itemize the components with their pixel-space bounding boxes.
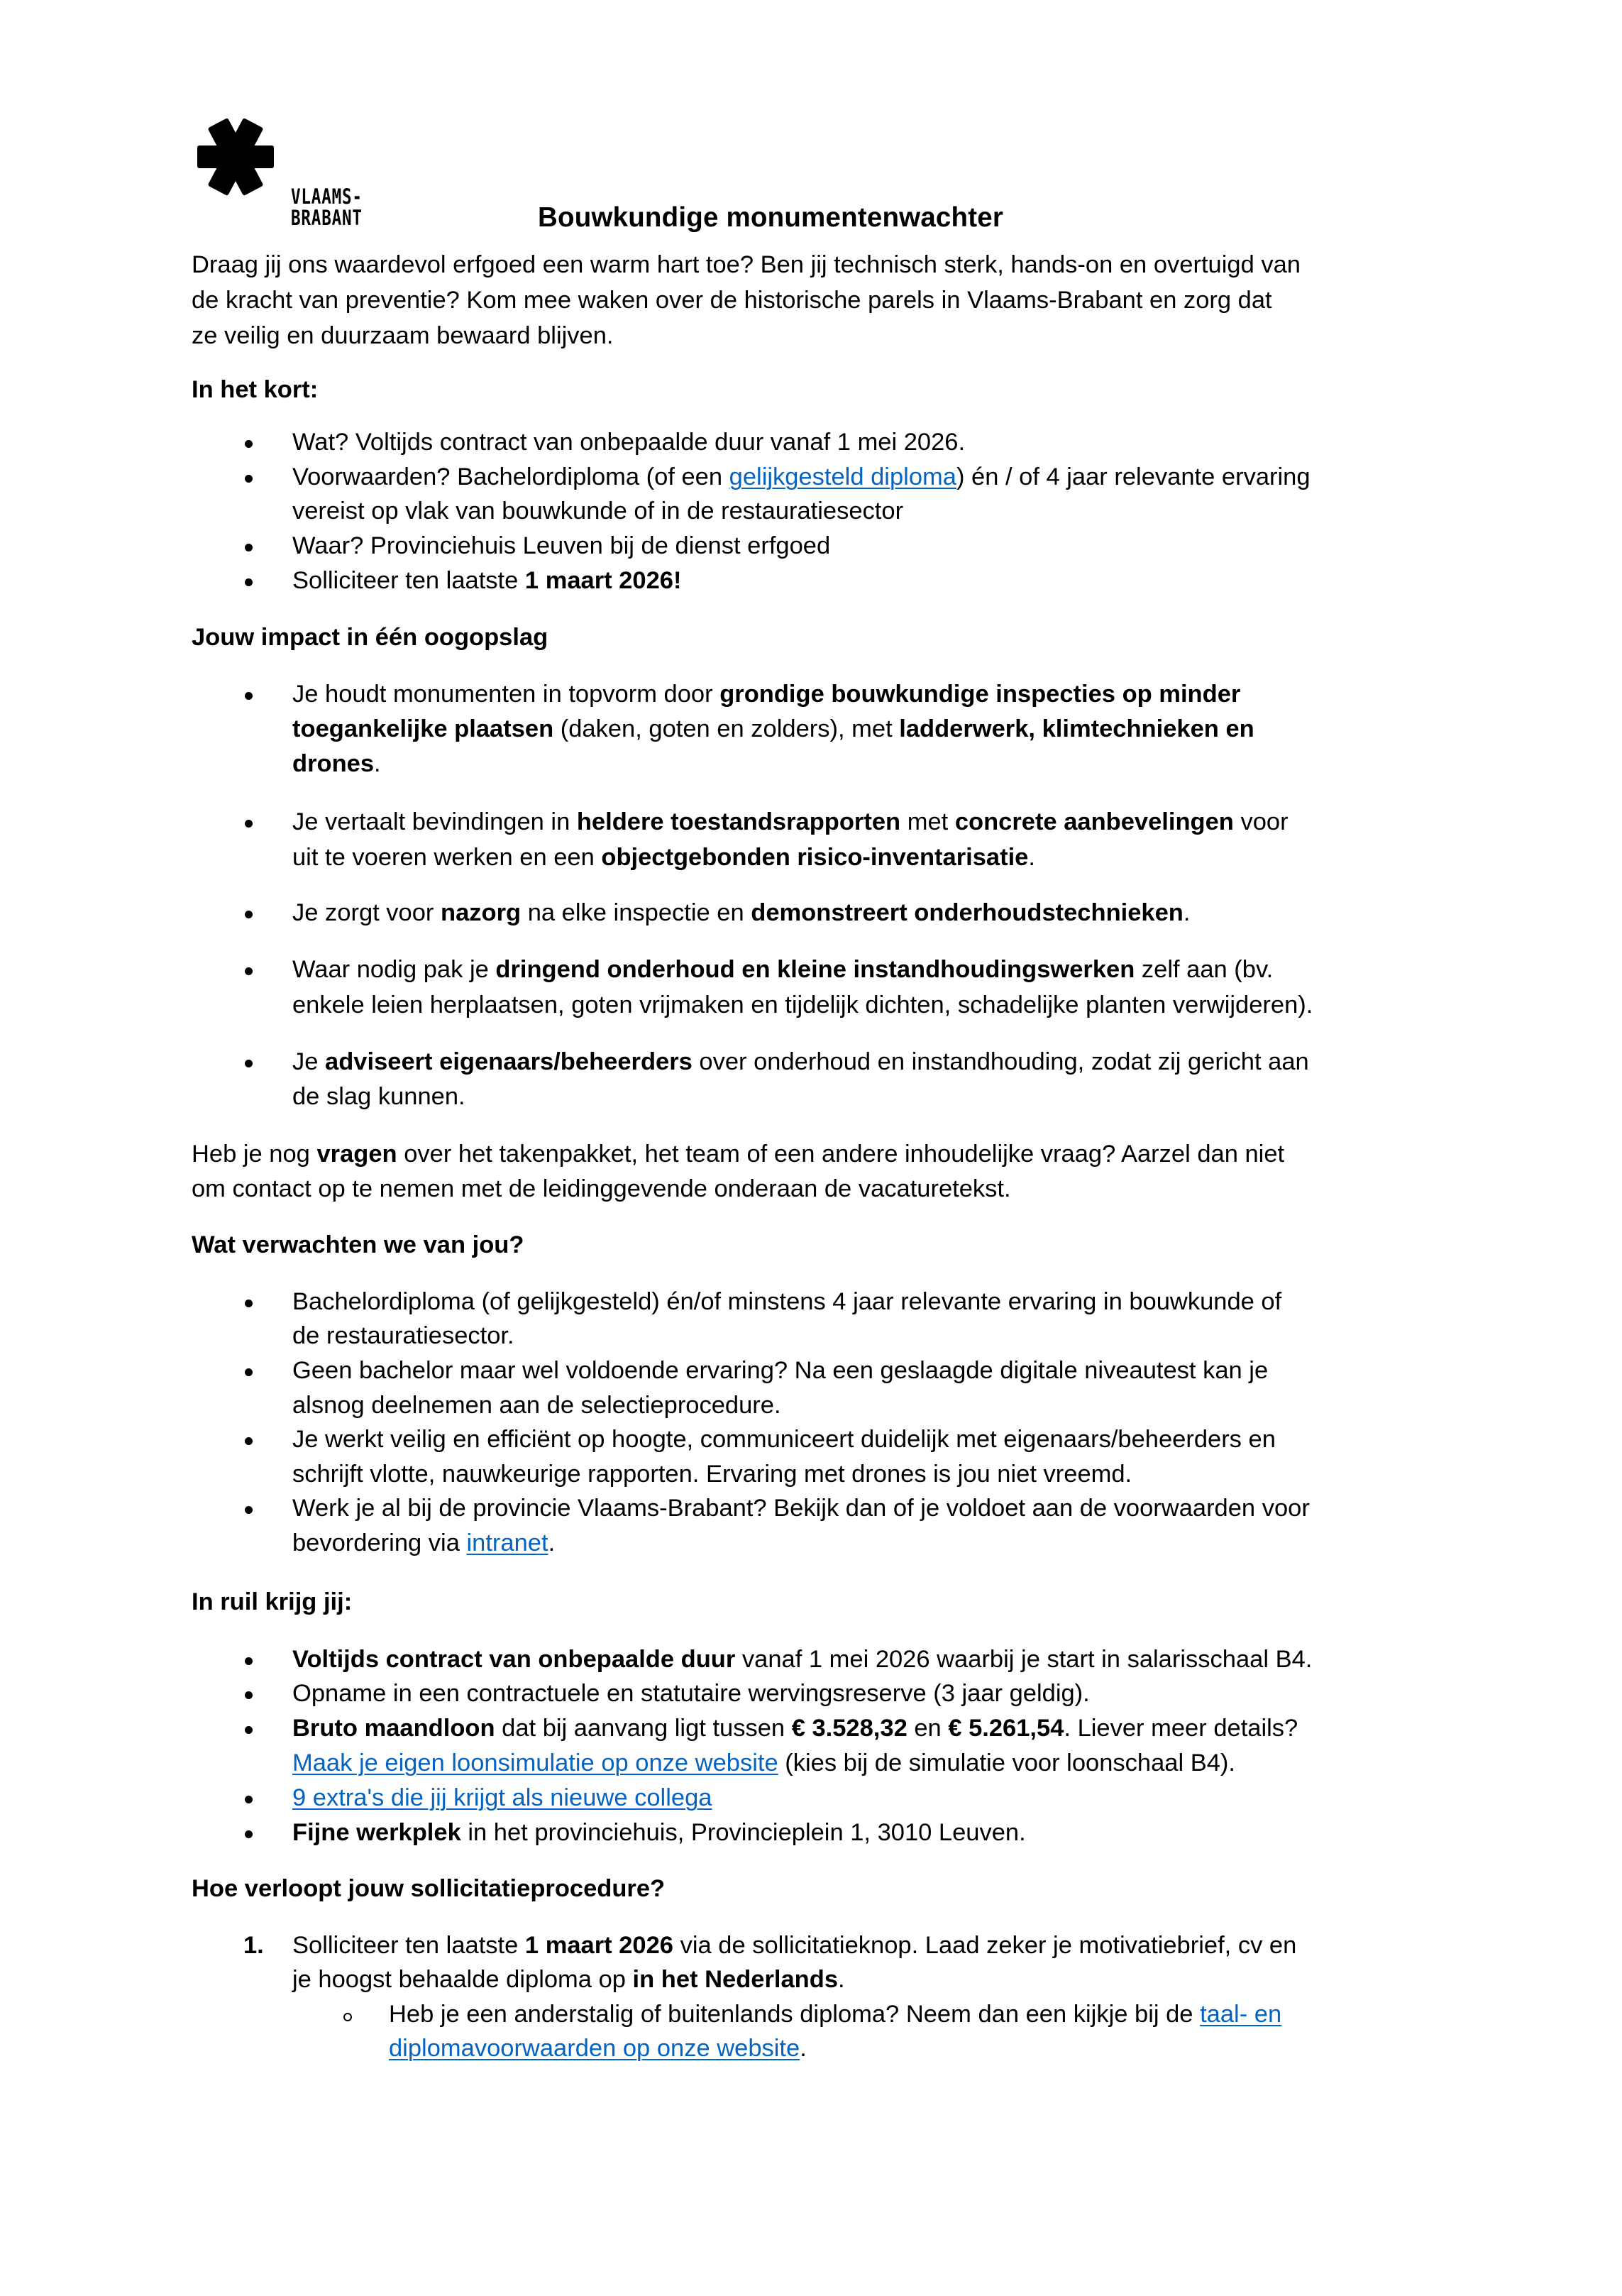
list-item-line: [292, 1820, 1026, 1845]
text-run: schrijft vlotte, nauwkeurige rapporten. Ervaring met drones is jou niet vreemd.: [292, 1461, 1132, 1488]
list-item-line: [292, 534, 830, 559]
bullet-icon: [245, 1506, 253, 1514]
text-run: ze veilig en duurzaam bewaard blijven.: [192, 322, 614, 349]
sub-item-line: [389, 2002, 1281, 2027]
bold-text: demonstreert onderhoudstechnieken: [751, 899, 1184, 926]
bullet-icon: [245, 1060, 253, 1067]
bold-text: 1 maart 2026: [524, 567, 673, 594]
bullet-icon: [245, 967, 253, 975]
hyperlink[interactable]: gelijkgesteld diploma: [729, 463, 956, 490]
bullet-icon: [245, 1368, 253, 1376]
bold-text: Fijne werkplek: [292, 1819, 461, 1846]
hyperlink[interactable]: diplomavoorwaarden op onze website: [389, 2035, 800, 2062]
hyperlink[interactable]: 9 extra's die jij krijgt als nieuwe collega: [292, 1784, 712, 1811]
text-run: de slag kunnen.: [292, 1083, 465, 1110]
bullet-icon: [245, 475, 253, 483]
section-heading-procedure: Hoe verloopt jouw sollicitatieprocedure?: [192, 1875, 666, 1902]
asterisk-logo-icon: [190, 114, 282, 206]
list-item-line: [292, 810, 1289, 835]
bold-text: € 5.261,54: [948, 1715, 1064, 1742]
text-run: Voorwaarden? Bachelordiploma (of een: [292, 463, 729, 490]
text-run: ) én / of 4 jaar relevante ervaring: [956, 463, 1311, 490]
logo-wordmark: [291, 186, 363, 229]
bold-text: toegankelijke plaatsen: [292, 715, 554, 742]
sub-item-line: [389, 2036, 807, 2061]
intro-line: [192, 253, 1301, 278]
bullet-icon: [245, 1726, 253, 1734]
bold-text: nazorg: [441, 899, 522, 926]
list-item-line: [292, 1358, 1268, 1383]
bold-text: drones: [292, 750, 375, 777]
bold-text: heldere toestandsrapporten: [576, 808, 901, 835]
list-item-line: [292, 682, 1240, 707]
text-run: voor: [1233, 808, 1289, 835]
list-item-line: [292, 1427, 1276, 1452]
text-run: de restauratiesector.: [292, 1322, 514, 1349]
intro-line: [192, 324, 614, 348]
list-item-line: [292, 1393, 781, 1418]
hyperlink[interactable]: intranet: [466, 1529, 548, 1556]
bullet-icon: [245, 544, 253, 551]
section-heading-kort: In het kort:: [192, 376, 319, 403]
text-run: over onderhoud en instandhouding, zodat zij gericht aan: [692, 1048, 1309, 1075]
text-run: Waar? Provinciehuis Leuven bij de dienst erfgoed: [292, 532, 831, 559]
bold-text: concrete aanbevelingen: [954, 808, 1234, 835]
text-run: over het takenpakket, het team of een andere inhoudelijke vraag? Aarzel dan niet: [397, 1141, 1285, 1168]
text-run: (daken, goten en zolders), met: [553, 715, 900, 742]
hollow-bullet-icon: [343, 2013, 352, 2021]
logo-line-2: BRABANT: [291, 206, 363, 230]
bold-text: objectgebonden risico-inventarisatie: [601, 844, 1029, 871]
bold-text: dringend onderhoud en kleine instandhoudingswerken: [495, 956, 1135, 983]
text-run: vanaf 1 mei 2026 waarbij je start in salarisschaal B4.: [735, 1646, 1313, 1673]
bold-text: € 3.528,32: [791, 1715, 907, 1742]
text-run: Geen bachelor maar wel voldoende ervaring? Na een geslaagde digitale niveautest kan je: [292, 1357, 1269, 1384]
text-run: Solliciteer ten laatste: [292, 1932, 525, 1959]
text-run: (kies bij de simulatie voor loonschaal B4).: [778, 1750, 1235, 1776]
text-run: dat bij aanvang ligt tussen: [495, 1715, 792, 1742]
bold-text: ladderwerk, klimtechnieken en: [899, 715, 1254, 742]
text-run: Werk je al bij de provincie Vlaams-Brabant? Bekijk dan of je voldoet aan de voorwaarden voor: [292, 1495, 1310, 1522]
text-run: Heb je nog: [192, 1141, 317, 1168]
bullet-icon: [245, 578, 253, 586]
list-item-line: [292, 1084, 465, 1109]
text-run: na elke inspectie en: [521, 899, 751, 926]
list-item-line: [292, 1050, 1309, 1075]
list-item-line: [292, 430, 965, 455]
text-run: Je werkt veilig en efficiënt op hoogte, communiceert duidelijk met eigenaars/beheerders en: [292, 1426, 1276, 1453]
questions-paragraph-line: [192, 1177, 1011, 1202]
list-item-line: [292, 1716, 1298, 1741]
text-run: uit te voeren werken en een: [292, 844, 602, 871]
numbered-item-line: [292, 1933, 1296, 1958]
list-item-line: [292, 1324, 514, 1349]
text-run: bevordering via: [292, 1529, 467, 1556]
text-run: Je houdt monumenten in topvorm door: [292, 681, 720, 708]
bold-text: Voltijds contract van onbepaalde duur: [292, 1646, 736, 1673]
numbered-item-line: [292, 1967, 845, 1992]
text-run: Heb je een anderstalig of buitenlands diploma? Neem dan een kijkje bij de: [389, 2001, 1201, 2028]
list-item-line: [292, 1531, 555, 1556]
list-item-line: [292, 957, 1273, 982]
bullet-icon: [245, 1657, 253, 1665]
text-run: Bachelordiploma (of gelijkgesteld) én/of minstens 4 jaar relevante ervaring in bouwkunde of: [292, 1288, 1282, 1315]
bold-text: grondige bouwkundige inspecties op minder: [719, 681, 1241, 708]
list-item-line: [292, 717, 1254, 742]
text-run: Solliciteer ten laatste: [292, 567, 525, 594]
text-run: je hoogst behaalde diploma op: [292, 1966, 633, 1993]
text-run: . Liever meer details?: [1064, 1715, 1298, 1742]
bold-text: Bruto maandloon: [292, 1715, 495, 1742]
list-item-line: [292, 568, 682, 593]
list-item-line: [292, 752, 381, 776]
text-run: .: [374, 750, 381, 777]
bold-text: in het Nederlands: [632, 1966, 839, 1993]
text-run: en: [907, 1715, 949, 1742]
list-number: 1.: [243, 1932, 264, 1959]
vlaams-brabant-logo: [190, 114, 396, 238]
text-run: de kracht van preventie? Kom mee waken over de historische parels in Vlaams-Brabant en zorg dat: [192, 287, 1272, 314]
list-item-line: [292, 499, 903, 524]
text-run: .: [838, 1966, 845, 1993]
bullet-icon: [245, 440, 253, 448]
list-item-line: [292, 901, 1190, 925]
text-run: zelf aan (bv.: [1135, 956, 1274, 983]
section-heading-verwachten: Wat verwachten we van jou?: [192, 1231, 524, 1258]
bullet-icon: [245, 820, 253, 828]
hyperlink[interactable]: Maak je eigen loonsimulatie op onze website: [292, 1750, 778, 1776]
bullet-icon: [245, 1300, 253, 1307]
section-heading-ruil: In ruil krijg jij:: [192, 1588, 353, 1615]
text-run: Je zorgt voor: [292, 899, 441, 926]
bullet-icon: [245, 1437, 253, 1445]
list-item-line: [292, 1496, 1310, 1521]
questions-paragraph-line: [192, 1142, 1284, 1167]
text-run: Waar nodig pak je: [292, 956, 496, 983]
text-run: .: [1183, 899, 1191, 926]
list-item-line: [292, 993, 1313, 1018]
text-run: Wat? Voltijds contract van onbepaalde duur vanaf 1 mei 2026.: [292, 429, 966, 456]
section-heading-impact: Jouw impact in één oogopslag: [192, 624, 548, 651]
bold-text: vragen: [316, 1141, 397, 1168]
list-item-line: [292, 465, 1311, 490]
bold-text: !: [673, 567, 682, 594]
text-run: Je: [292, 1048, 326, 1075]
text-run: .: [1028, 844, 1035, 871]
list-item-line: [292, 1290, 1281, 1314]
list-item-line: [292, 1751, 1235, 1776]
text-run: Je vertaalt bevindingen in: [292, 808, 577, 835]
page-title: Bouwkundige monumentenwachter: [538, 202, 1004, 233]
bullet-icon: [245, 1691, 253, 1699]
text-run: .: [548, 1529, 556, 1556]
list-item-line: [292, 1786, 712, 1811]
list-item-line: [292, 845, 1035, 870]
intro-line: [192, 288, 1272, 313]
bullet-icon: [245, 911, 253, 918]
list-item-line: [292, 1462, 1132, 1487]
text-run: om contact op te nemen met de leidinggevende onderaan de vacaturetekst.: [192, 1175, 1011, 1202]
text-run: alsnog deelnemen aan de selectieprocedure.: [292, 1392, 781, 1419]
text-run: Opname in een contractuele en statutaire wervingsreserve (3 jaar geldig).: [292, 1680, 1090, 1707]
text-run: Draag jij ons waardevol erfgoed een warm hart toe? Ben jij technisch sterk, hands-on en overtuigd van: [192, 251, 1301, 278]
list-item-line: [292, 1647, 1312, 1672]
bold-text: adviseert eigenaars/beheerders: [325, 1048, 693, 1075]
text-run: enkele leien herplaatsen, goten vrijmaken en tijdelijk dichten, schadelijke planten verwijderen).: [292, 992, 1313, 1018]
bold-text: 1 maart 2026: [524, 1932, 673, 1959]
bullet-icon: [245, 692, 253, 700]
text-run: vereist op vlak van bouwkunde of in de restauratiesector: [292, 498, 904, 524]
text-run: .: [800, 2035, 807, 2062]
logo-line-1: VLAAMS-: [291, 185, 363, 209]
bullet-icon: [245, 1830, 253, 1838]
text-run: in het provinciehuis, Provincieplein 1, 3010 Leuven.: [460, 1819, 1026, 1846]
bullet-icon: [245, 1796, 253, 1803]
text-run: met: [900, 808, 955, 835]
list-item-line: [292, 1681, 1090, 1706]
text-run: via de sollicitatieknop. Laad zeker je motivatiebrief, cv en: [673, 1932, 1297, 1959]
hyperlink[interactable]: taal- en: [1200, 2001, 1282, 2028]
